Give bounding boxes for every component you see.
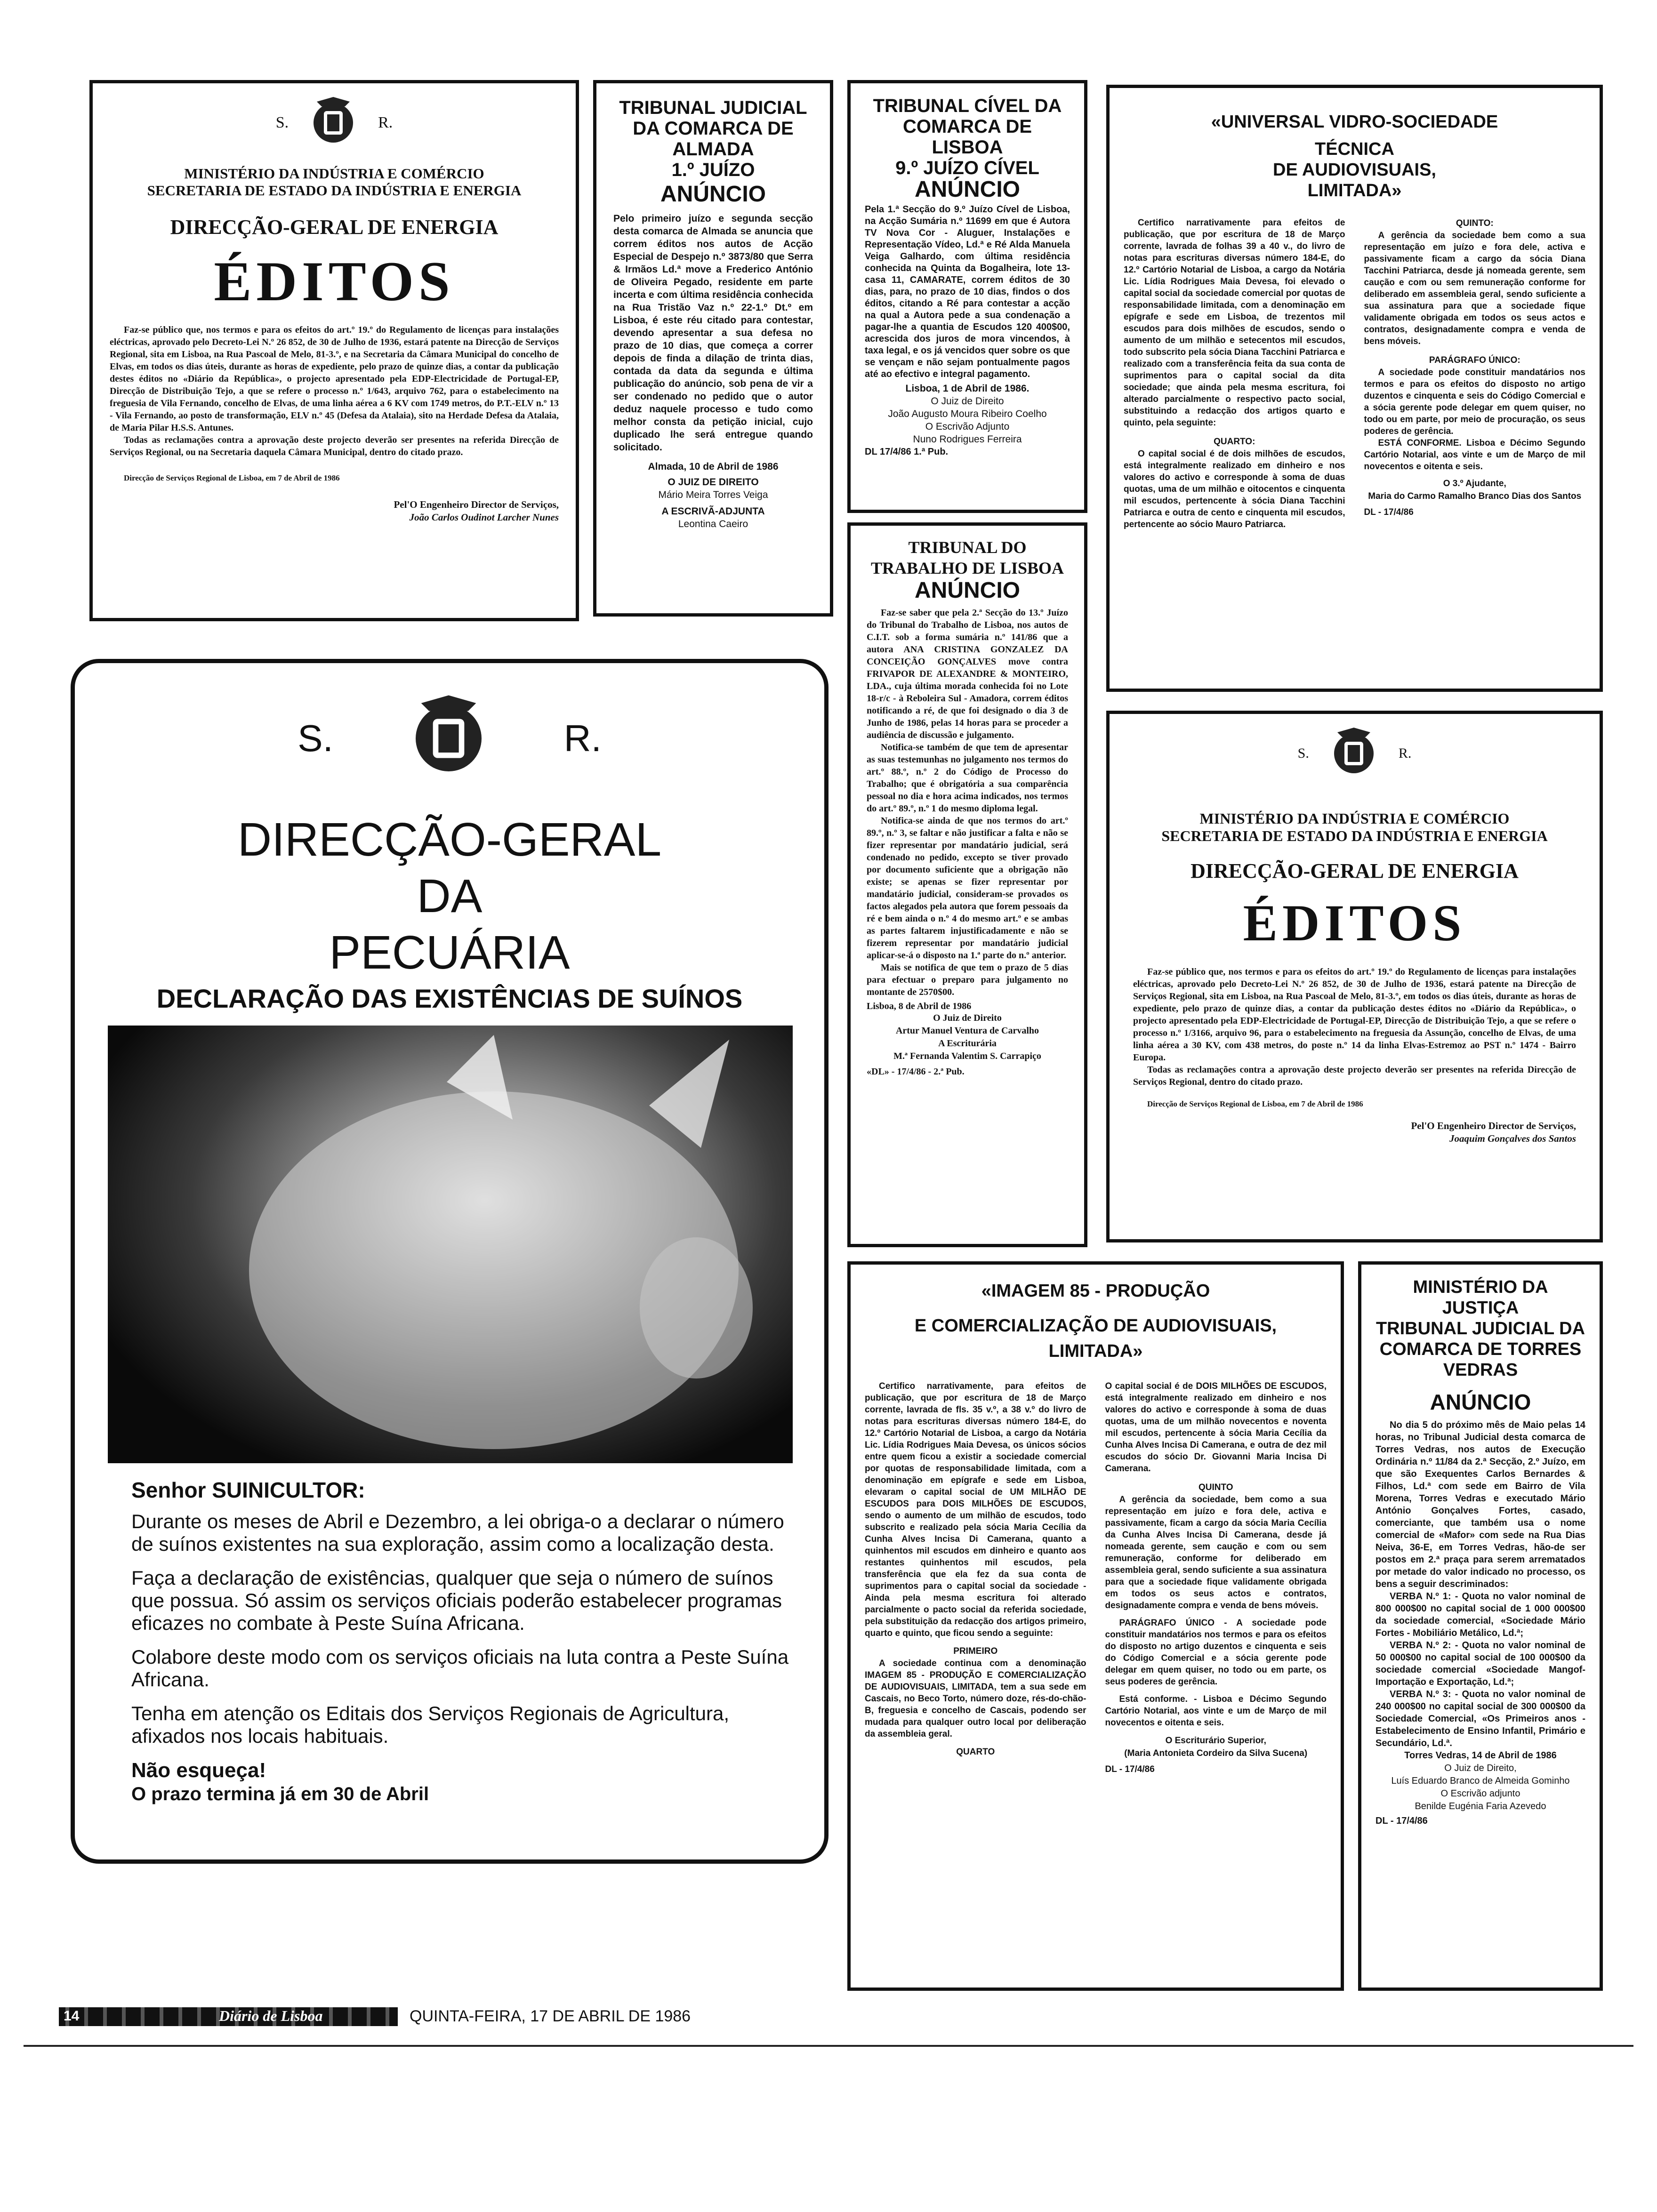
clerk-name: Nuno Rodrigues Ferreira — [913, 434, 1022, 445]
notice-date: Lisboa, 8 de Abril de 1986 — [867, 1001, 972, 1011]
imagem85-notice — [847, 1261, 1344, 1991]
clerk-title: A ESCRIVÃ-ADJUNTA — [661, 506, 765, 517]
quinto-heading: QUINTO: — [1456, 218, 1494, 228]
emblem-row — [1133, 725, 1576, 782]
quarto-body: O capital social é de dois milhões de escudos, está integralmente realizado em dinheiro e nos valores do activo e corresponde à soma de duas quotas, uma de um milhão e oitocentos e cinquenta mil escudos, pertencente à sócia Diana Tacchini Patriarca e outra de cento e cinquenta mil escudos, pertencente ao sócio Mauro Patriarca. — [1124, 449, 1345, 529]
coat-of-arms-icon — [307, 95, 359, 151]
editos-signature-title: Pel'O Engenheiro Director de Serviços, — [1411, 1120, 1576, 1131]
ad-greeting: Senhor SUINICULTOR: — [131, 1478, 365, 1502]
verba-3: VERBA N.º 3: - Quota no valor nominal de 240 000$00 no capital social de 300 000$00 da Sociedade Comercial, «Os Primeiros anos - Estabelecimento de Ensino Infantil, Primário e Secundário, Ld.ª. — [1375, 1689, 1585, 1748]
editos-place-date: Direcção de Serviços Regional de Lisboa, em 7 de Abril de 1986 — [124, 473, 340, 482]
notice-body-4: Mais se notifica de que tem o prazo de 5 dias para efectuar o preparo para julgamento no montante de 2570$00. — [867, 962, 1068, 997]
editos-signature-name: João Carlos Oudinot Larcher Nunes — [409, 512, 559, 523]
masthead-bar — [59, 2007, 398, 2026]
conforme-text: Está conforme. - Lisboa e Décimo Segundo Cartório Notarial, aos vinte e um de Março de mil novecentos e oitenta e seis. — [1105, 1694, 1327, 1728]
pig-photo — [108, 1026, 793, 1463]
signature-title: O 3.º Ajudante, — [1443, 479, 1506, 489]
notice-column-2 — [1364, 217, 1586, 530]
verba-2: VERBA N.º 2: - Quota no valor nominal de 50 000$00 no capital social de 100 000$00 da sociedade comercial «Sociedade Mangof-Importação e Exportação, Ld.ª; — [1375, 1640, 1585, 1687]
company-title-4: LIMITADA» — [1307, 181, 1402, 200]
company-title-2: TÉCNICA — [1315, 139, 1394, 159]
direccao-name: DIRECÇÃO-GERAL DE ENERGIA — [170, 216, 499, 239]
secretaria-name: SECRETARIA DE ESTADO DA INDÚSTRIA E ENERGIA — [147, 182, 522, 199]
ministry-title: MINISTÉRIO DA JUSTIÇA — [1413, 1277, 1548, 1318]
notice-date: Torres Vedras, 14 de Abril de 1986 — [1404, 1750, 1557, 1761]
paragrafo-heading: PARÁGRAFO ÚNICO: — [1429, 355, 1520, 365]
notice-column-1 — [1124, 217, 1345, 530]
notice-body-1: Faz-se saber que pela 2.ª Secção do 13.º Juízo do Tribunal do Trabalho de Lisboa, nos autos de C.I.T. sob a forma sumária n.º 141/86 que a autora ANA CRISTINA GONZALEZ DA CONCEIÇÃO GONÇALVES move contra FRIVAPOR DE ALEXANDRE & MONTEIRO, LDA., cuja última morada conhecida foi no Lote 18-r/c - à Reboleira Sul - Amadora, correm éditos notificando a ré, de que foi designado o dia 3 de Junho de 1986, pelas 14 horas para se proceder a audiência de discussão e julgamento. — [867, 608, 1068, 740]
signature-title: O Escriturário Superior, — [1165, 1736, 1266, 1746]
coat-of-arms-icon — [404, 691, 493, 785]
paragrafo-body: PARÁGRAFO ÚNICO - A sociedade pode constituir mandatários nos termos e para os efeitos do disposto no artigo duzentos e cinquenta e seis do Código Comercial e a sócia gerente pode delegar em quem quiser, no todo ou em parte, os seus poderes de gerência. — [1105, 1618, 1327, 1687]
direccao-name: DIRECÇÃO-GERAL DE ENERGIA — [1190, 859, 1519, 882]
notice-column-1 — [865, 1380, 1086, 1775]
paragrafo-body: A sociedade pode constituir mandatários nos termos e para os efeitos do disposto no artigo duzentos e cinquenta e seis do Código Comercial e a sócia gerente pode delegar em quem quiser, no todo ou em parte, por meio de procuração, os seus poderes de gerência. — [1364, 368, 1585, 436]
almada-notice — [593, 80, 833, 617]
notice-body: Certifico narrativamente, para efeitos de publicação, que por escritura de 18 de Março corrente, lavrada de fls. 35 v.º, a 38 v.º do livro de notas para escrituras diversas número 184-E, do 12.º Cartório Notarial de Lisboa, a cargo da Notária Lic. Lídia Rodrigues Maia Devesa, os únicos sócios entre quem ficou a existir a sociedade comercial por quotas de responsabilidade limitada, com a denominação em epígrafe e sede em Lisboa, elevaram o capital social de UM MILHÃO DE ESCUDOS para DOIS MILHÕES DE ESCUDOS, sendo o aumento de um milhão de escudos, todo subscrito e realizado pela sócia Maria Cecília da Cunha Alves Incisa Di Camerana, quanto a quinhentos mil escudos em dinheiro e quanto aos restantes quinhentos mil escudos, pela transferência que ela fez da sua conta de suprimentos para o capital social da sociedade - Ainda pela mesma escritura foi alterado parcialmente o pacto social da referida sociedade, pela substituição da redacção dos artigos primeiro, quarto e quinto, que ficou sendo a seguinte: — [865, 1381, 1086, 1638]
page-bottom-rule — [24, 2045, 1633, 2047]
anuncio-heading: ANÚNCIO — [660, 182, 766, 207]
dl-reference: «DL» - 17/4/86 - 2.ª Pub. — [867, 1066, 965, 1077]
notice-body: Certifico narrativamente para efeitos de publicação, que por escritura de 18 de Março corrente, lavrada de folhas 39 a 40 v., do livro de notas para escrituras diversas número 184-E, do 12.º Cartório Notarial de Lisboa, a cargo da Notária Lic. Lídia Rodrigues Maia Devesa, foi elevado o capital social da sociedade comercial por quotas de responsabilidade limitada, com a denominação em epígrafe e sede em Lisboa, de trezentos mil escudos para dois milhões de escudos, sendo o aumento de um milhão e setecentos mil escudos, todo subscrito pela sócia Diana Tacchini Patriarca e realizado com a transferência feita da sua conta de suprimentos para o capital social da dita sociedade; que ainda pela mesma escritura, foi alterado parcialmente o respectivo pacto social, substituindo a redacção dos artigos quarto e quinto, pela seguinte: — [1124, 218, 1345, 428]
ad-paragraph-2: Faça a declaração de existências, qualquer que seja o número de suínos que possua. Só assim os serviços oficiais poderão estabelecer programas eficazes no combate à Peste Suína Africana. — [131, 1567, 782, 1634]
verba-1: VERBA N.º 1: - Quota no valor nominal de 800 000$00 no capital social de 1 000 000$00 da sociedade comercial, «Sociedade Mário Fortes - Mobiliário Metálico, Ld.ª; — [1375, 1591, 1585, 1638]
notice-body: Pela 1.ª Secção do 9.º Juízo Cível de Lisboa, na Acção Sumária n.º 11699 em que é Autora TV Nova Cor - Aluguer, Instalações e Representação Vídeo, Ld.ª e Ré Alda Manuela Veiga Galhardo, com última residência conhecida na Quinta da Bogalheira, lote 13-casa 11, CAMARATE, correm éditos de 30 dias, para, no prazo de 10 dias, findos o dos éditos, citando a Ré para contestar a acção na qual a Autora pede a sua condenação a pagar-lhe a quantia de Escudos 120 400$00, acrescida dos juros de mora vincendos, à taxa legal, e os já vencidos quer sobre os que se vençam e não sejam pontualmente pagos até ao efectivo e integral pagamento. — [865, 204, 1070, 379]
clerk-title: O Escrivão adjunto — [1440, 1788, 1520, 1799]
secretaria-name: SECRETARIA DE ESTADO DA INDÚSTRIA E ENERGIA — [1161, 827, 1548, 844]
ad-reminder: Não esqueça! — [131, 1759, 266, 1782]
primeiro-heading: PRIMEIRO — [953, 1646, 998, 1656]
pig-silhouette-icon — [108, 1026, 793, 1463]
notice-body: Pelo primeiro juízo e segunda secção desta comarca de Almada se anuncia que correm éditos nos autos de Acção Especial de Despejo n.º 3873/80 que Serra & Irmãos Ld.ª move a Frederico António de Oliveira Pegado, residente em parte incerta e com última residência conhecida na Rua Tristão Vaz n.º 22-1.º Dt.º em Lisboa, é este réu citado para contestar, devendo apresentar a sua defesa no prazo de 10 dias, que começa a correr depois de finda a dilação de trinta dias, contada da data da segunda e última publicação do anúncio, sob pena de vir a ser condenado no pedido que o autor deduz naquele processo e tudo como melhor consta da petição inicial, cujo duplicado lhe será entregue quando solicitado. — [613, 213, 813, 453]
court-juizo: 9.º JUÍZO CÍVEL — [895, 158, 1039, 178]
pecuaria-advertisement — [71, 659, 828, 1864]
emblem-row — [110, 95, 559, 151]
primeiro-body: A sociedade continua com a denominação IMAGEM 85 - PRODUÇÃO E COMERCIALIZAÇÃO DE AUDIOVISUAIS, LIMITADA, tem a sua sede em Cascais, no Beco Torto, número doze, rés-do-chão-B, freguesia e concelho de Cascais, podendo ser mudada para qualquer outro local por deliberação da assembleia geral. — [865, 1659, 1086, 1739]
quarto-heading: QUARTO: — [1214, 437, 1255, 447]
notice-column-2 — [1105, 1380, 1327, 1775]
judge-title: O JUIZ DE DIREITO — [668, 477, 759, 488]
ad-deadline: O prazo termina já em 30 de Abril — [131, 1784, 429, 1804]
signature-name: (Maria Antonieta Cordeiro da Silva Sucena) — [1124, 1748, 1308, 1758]
ministry-name: MINISTÉRIO DA INDÚSTRIA E COMÉRCIO — [184, 165, 484, 182]
ad-paragraph-4: Tenha em atenção os Editais dos Serviços Regionais de Agricultura, afixados nos locais habituais. — [131, 1702, 730, 1747]
court-title: TRIBUNAL JUDICIAL DA COMARCA DE ALMADA — [619, 97, 807, 160]
editos-title: ÉDITOS — [214, 250, 455, 313]
company-title-1: «UNIVERSAL VIDRO-SOCIEDADE — [1211, 112, 1498, 132]
emblem-s: S. — [275, 114, 289, 131]
quarto-body: O capital social é de DOIS MILHÕES DE ESCUDOS, está integralmente realizado em dinheiro e nos valores do activo e corresponde à soma de duas quotas, uma de um milhão novecentos e noventa mil escudos, pertencente à sócia Maria Cecília da Cunha Alves Incisa Di Camerana, e outra de dez mil escudos do sócio Dr. Giovanni Maria Incisa Di Camerana. — [1105, 1381, 1327, 1474]
notice-columns — [865, 1380, 1327, 1775]
court-title: TRIBUNAL DO TRABALHO DE LISBOA — [870, 538, 1064, 577]
dl-reference: DL - 17/4/86 — [1375, 1816, 1428, 1826]
anuncio-heading: ANÚNCIO — [915, 177, 1020, 202]
judge-name: Artur Manuel Ventura de Carvalho — [895, 1026, 1039, 1036]
quinto-body: A gerência da sociedade, bem como a sua representação em juízo e fora dele, activa e passivamente, ficam a cargo da sócia Maria Cecília da Cunha Alves Incisa Di Camerana, desde já nomeada gerente, sem caução e com ou sem remuneração, conforme for deliberado em assembleia geral, sendo suficiente a sua assinatura para que a sociedade fique validamente obrigada em todos os seus actos e contratos, designadamente compra e venda de bens móveis. — [1105, 1495, 1327, 1611]
emblem-r: R. — [1398, 745, 1412, 761]
notice-body-3: Notifica-se ainda de que nos termos do art.º 89.º, n.º 3, se faltar e não justificar a falta e não se fizer representar por mandatário judicial, será condenado no pedido, excepto se tiver provado por documento suficiente que a obrigação não existe; se apenas se fizer representar por mandatário judicial, consideram-se provados os factos alegados pela autora que forem pessoais da ré e bem ainda o n.º 4 do mesmo art.º e se ambas as partes faltarem injustificadamente e não se fizerem representar por mandatário judicial aplicar-se-á o disposto na 1.ª parte do n.º anterior. — [867, 816, 1068, 961]
editos-notice-1 — [89, 80, 579, 621]
quinto-body: A gerência da sociedade bem como a sua representação em juízo e fora dele, activa e passivamente ficam a cargo da sócia Diana Tacchini Patriarca, desde já nomeada gerente, sem caução e com ou sem remuneração conforme for deliberado em assembleia geral, sendo suficiente a sua assinatura para que a sociedade fique validamente obrigada em todos os seus actos e contratos, designadamente compra e venda de bens móveis. — [1364, 231, 1585, 346]
quinto-heading: QUINTO — [1198, 1483, 1233, 1492]
newspaper-name: Diário de Lisboa — [219, 2007, 323, 2024]
editos-place-date: Direcção de Serviços Regional de Lisboa, em 7 de Abril de 1986 — [1147, 1099, 1363, 1108]
clerk-title: A Escriturária — [938, 1038, 997, 1049]
editos-body: Faz-se público que, nos termos e para os efeitos do art.º 19.º do Regulamento de licenças para instalações eléctricas, aprovado pelo Decreto-Lei N.º 26 852, de 30 de Julho de 1936, estará patente na Direcção de Serviços Regional, sita em Lisboa, na Rua Pascoal de Melo, 81-3.º, em todos os dias úteis, durante as horas de expediente, pelo prazo de quinze dias, a contar da publicação destes éditos no «Diário da República», o projecto apresentado pela EDP-Electricidade de Portugal-EP, Direcção de Distribuição Tejo, a que se refere o processo n.º 1/3166, arquivo 96, para o estabelecimento na freguesia da Assunção, concelho de Elvas, de uma linha aérea a 30 KV, com 438 metros, do poste n.º 14 da linha Elvas-Estremoz ao PST n.º 1474 - Bairro Europa. — [1133, 967, 1576, 1063]
editos-signature-name: Joaquim Gonçalves dos Santos — [1449, 1133, 1576, 1144]
editos-title: ÉDITOS — [1243, 894, 1466, 952]
notice-date: Almada, 10 de Abril de 1986 — [648, 461, 779, 472]
judge-title: O Juiz de Direito, — [1444, 1763, 1517, 1773]
ad-subtitle: DECLARAÇÃO DAS EXISTÊNCIAS DE SUÍNOS — [156, 984, 743, 1013]
ad-emblem-row — [75, 691, 824, 785]
clerk-title: O Escrivão Adjunto — [925, 421, 1010, 432]
notice-columns — [1124, 217, 1585, 530]
clerk-name: Benilde Eugénia Faria Azevedo — [1415, 1801, 1546, 1811]
court-title: TRIBUNAL CÍVEL DA COMARCA DE LISBOA — [873, 96, 1062, 158]
company-title-3: DE AUDIOVISUAIS, — [1273, 160, 1436, 180]
dl-reference: DL 17/4/86 1.ª Pub. — [865, 447, 949, 457]
anuncio-heading: ANÚNCIO — [915, 578, 1020, 603]
conforme-text: ESTÁ CONFORME. Lisboa e Décimo Segundo Cartório Notarial, aos vinte e um de Março de mil novecentos e oitenta e seis. — [1364, 438, 1585, 472]
judge-name: João Augusto Moura Ribeiro Coelho — [888, 409, 1047, 419]
trabalho-notice — [847, 522, 1087, 1247]
issue-date: QUINTA-FEIRA, 17 DE ABRIL DE 1986 — [410, 2007, 691, 2025]
signature-name: Maria do Carmo Ramalho Branco Dias dos Santos — [1368, 491, 1582, 501]
coat-of-arms-icon — [1328, 725, 1380, 782]
judge-title: O Juiz de Direito — [931, 396, 1004, 407]
torres-vedras-notice — [1358, 1261, 1603, 1991]
company-title-2: E COMERCIALIZAÇÃO DE AUDIOVISUAIS, — [914, 1316, 1277, 1336]
editos-body-2: Todas as reclamações contra a aprovação deste projecto deverão ser presentes na referida Direcção de Serviços Regional, ou na Secretaria daquela Câmara Municipal, dentro do citado prazo. — [110, 435, 559, 457]
notice-body-2: Notifica-se também de que tem de apresentar as suas testemunhas no julgamento nos termos do art.º 88.º, n.º 2 do Código de Processo do Trabalho; que é obrigatória a sua comparência pessoal no dia e hora acima indicados, nos termos do art.º 89.º, n.º 1 do mesmo diploma legal. — [867, 742, 1068, 814]
dl-reference: DL - 17/4/86 — [1105, 1764, 1155, 1774]
ad-emblem-r: R. — [563, 717, 602, 759]
clerk-name: Leontina Caeiro — [678, 519, 748, 529]
notice-date: Lisboa, 1 de Abril de 1986. — [905, 383, 1030, 394]
page-number: 14 — [64, 2008, 80, 2024]
ad-title-1: DIRECÇÃO-GERAL — [237, 813, 662, 866]
ad-paragraph-3: Colabore deste modo com os serviços oficiais na luta contra a Peste Suína Africana. — [131, 1646, 789, 1691]
editos-body-2: Todas as reclamações contra a aprovação deste projecto deverão ser presentes na referida Direcção de Serviços Regional, dentro do citado prazo. — [1133, 1065, 1576, 1087]
clerk-name: M.ª Fernanda Valentim S. Carrapiço — [893, 1051, 1041, 1061]
emblem-r: R. — [378, 114, 393, 131]
judge-name: Mário Meira Torres Veiga — [658, 489, 768, 500]
ad-body — [131, 1510, 791, 1806]
ad-paragraph-1: Durante os meses de Abril e Dezembro, a lei obriga-o a declarar o número de suínos existentes na sua exploração, assim como a localização desta. — [131, 1510, 784, 1555]
emblem-s: S. — [1297, 745, 1309, 761]
universal-notice — [1106, 85, 1603, 692]
dl-reference: DL - 17/4/86 — [1364, 507, 1414, 517]
quarto-heading: QUARTO — [956, 1747, 995, 1757]
judge-title: O Juiz de Direito — [933, 1013, 1002, 1023]
ad-emblem-s: S. — [298, 717, 333, 759]
ministry-name: MINISTÉRIO DA INDÚSTRIA E COMÉRCIO — [1199, 810, 1510, 827]
judge-name: Luís Eduardo Branco de Almeida Gominho — [1391, 1776, 1570, 1786]
court-juizo: 1.º JUÍZO — [671, 160, 755, 180]
editos-notice-2 — [1106, 711, 1603, 1242]
lisboa-civel-notice — [847, 80, 1087, 513]
company-title-3: LIMITADA» — [1048, 1341, 1143, 1361]
court-title: TRIBUNAL JUDICIAL DA COMARCA DE TORRES VEDRAS — [1375, 1319, 1585, 1380]
ad-title-3: PECUÁRIA — [329, 926, 570, 979]
company-title-1: «IMAGEM 85 - PRODUÇÃO — [981, 1281, 1210, 1301]
ad-title-2: DA — [417, 870, 483, 922]
editos-signature-title: Pel'O Engenheiro Director de Serviços, — [394, 499, 559, 510]
notice-body: No dia 5 do próximo mês de Maio pelas 14 horas, no Tribunal Judicial desta comarca de Torres Vedras, nos autos de Execução Ordinária n.º 11/84 da 2.ª Secção, 2.º Juízo, em que são Exequentes Carlos Bernardes & Filhos, Ld.ª com sede em Bairro de Vila Morena, Torres Vedras e executado Mário António Gonçalves Fortes, casado, comerciante, que também usa o nome comercial de «Mafor» com sede na Rua Dias Neiva, 36-E, em Torres Vedras, hão-de ser postos em 2.ª praça para serem arrematados por metade do valor indicado no processo, os bens a seguir descriminados: — [1375, 1420, 1585, 1589]
anuncio-heading: ANÚNCIO — [1430, 1390, 1531, 1414]
editos-body: Faz-se público que, nos termos e para os efeitos do art.º 19.º do Regulamento de licenças para instalações eléctricas, aprovado pelo Decreto-Lei N.º 26 852, de 30 de Julho de 1936, estará patente na Direcção de Serviços Regional, sita em Lisboa, na Rua Pascoal de Melo, 81-3.º, e na Secretaria da Câmara Municipal do concelho de Elvas, em todos os dias úteis, durante as horas de expediente, pelo prazo de quinze dias, a contar da publicação destes éditos no «Diário da República», o projecto apresentado pela EDP-Electricidade de Portugal-EP, Direcção de Distribuição Tejo, a que se refere o processo n.º 1/643, arquivo 762, para o estabelecimento na freguesia de Vila Fernando, concelho de Elvas, de uma linha aérea a 6 KV com 1749 metros, do P.T.-ELV n.º 13 - Vila Fernando, ao posto de transformação, ELV n.º 45 (Defesa da Atalaia), sito na Herdade Defesa da Atalaia, de Maria Pilar H.S.S. Antunes. — [110, 325, 559, 433]
